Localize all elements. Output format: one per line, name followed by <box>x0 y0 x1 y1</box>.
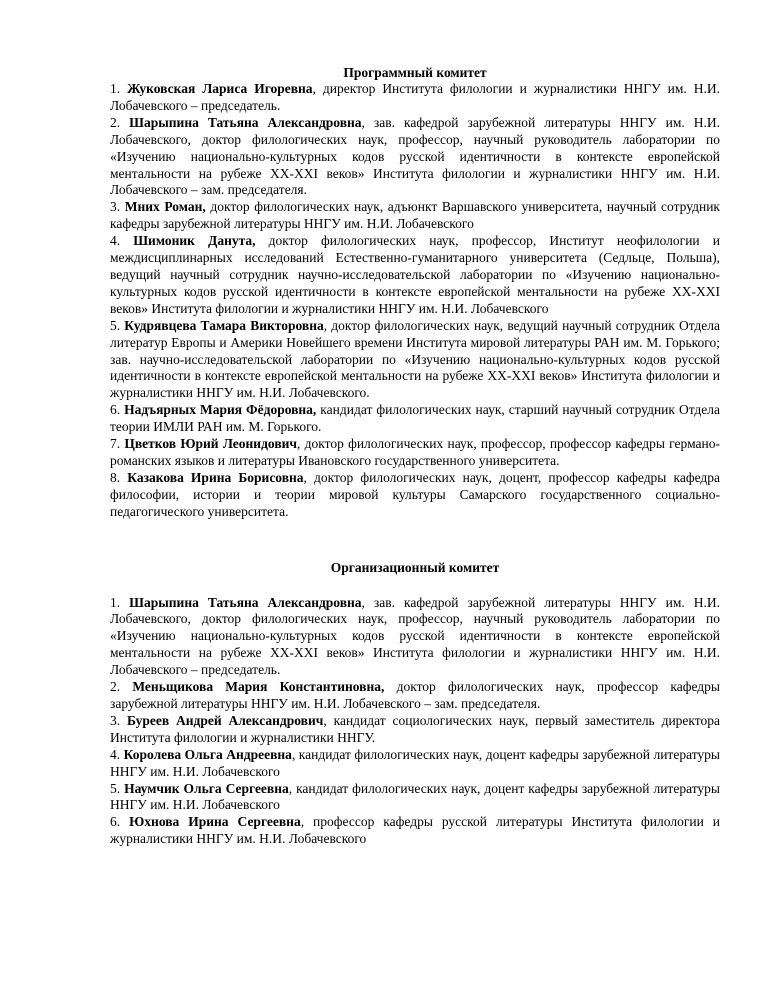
organizing-committee-list <box>110 595 720 849</box>
member-name: Надъярных Мария Фёдоровна, <box>124 402 317 418</box>
member-name: Королева Ольга Андреевна <box>123 746 292 762</box>
committee-member <box>110 81 720 115</box>
organizing-committee-title: Организационный комитет <box>330 559 500 575</box>
committee-member <box>110 747 720 781</box>
organizing-committee-section <box>110 559 720 849</box>
member-number: 1. <box>110 594 121 610</box>
member-name: Шимоник Данута, <box>133 233 256 249</box>
member-number: 1. <box>110 81 121 96</box>
committee-member <box>110 679 720 713</box>
member-number: 6. <box>110 814 121 830</box>
member-name: Мних Роман, <box>124 199 206 215</box>
member-number: 3. <box>110 199 121 215</box>
member-name: Кудрявцева Тамара Викторовна <box>124 317 324 333</box>
member-description: , кандидат филологических наук, доцент кафедры зарубежной литературы ННГУ им. Н.И. Лобачевского <box>110 746 721 779</box>
committee-member <box>110 713 720 747</box>
member-number: 5. <box>110 317 121 333</box>
committee-member <box>110 470 720 521</box>
member-description: , доктор филологических наук, профессор, профессор кафедры германо-романских языков и литературы Ивановского государственного университета. <box>110 436 720 468</box>
document-page <box>110 64 720 848</box>
member-description: доктор филологических наук, профессор, Институт неофилологии и междисциплинарных исследований Естественно-гуманитарного университета (Седльце, Польша), ведущий научный сотрудник научно-исследовательской лаборатории по «Изучению национально-культурных кодов русской идентичности в контексте европейской ментальности на рубеже XX-XXI веков» Института филологии и журналистики ННГУ им. Н.И. Лобачевского <box>110 233 720 316</box>
member-name: Казакова Ирина Борисовна <box>127 469 304 485</box>
committee-member <box>110 595 720 680</box>
member-number: 5. <box>110 780 121 796</box>
member-description: доктор филологических наук, адъюнкт Варшавского университета, научный сотрудник кафедры зарубежной литературы ННГУ им. Н.И. Лобачевского <box>110 199 720 232</box>
member-number: 2. <box>110 679 121 695</box>
member-number: 4. <box>110 233 121 249</box>
member-number: 7. <box>110 436 121 452</box>
member-description: , директор Института филологии и журналистики ННГУ им. Н.И. Лобачевского – председатель. <box>110 81 720 113</box>
member-number: 2. <box>110 114 121 130</box>
member-name: Шарыпина Татьяна Александровна <box>129 114 362 130</box>
member-description: доктор филологических наук, профессор кафедры зарубежной литературы ННГУ им. Н.И. Лобачевского – зам. председателя. <box>110 679 720 711</box>
committee-member <box>110 233 720 318</box>
member-name: Шарыпина Татьяна Александровна <box>129 594 362 610</box>
member-number: 4. <box>110 746 121 762</box>
committee-member <box>110 781 720 815</box>
member-name: Буреев Андрей Александрович <box>127 712 324 728</box>
member-description: , кандидат социологических наук, первый заместитель директора Института филологии и журналистики ННГУ. <box>110 712 721 745</box>
member-description: , доктор филологических наук, доцент, профессор кафедры кафедра философии, истории и теории мировой культуры Самарского государственного социально-педагогического университета. <box>110 469 721 519</box>
program-committee-list <box>110 81 720 521</box>
member-description: , доктор филологических наук, ведущий научный сотрудник Отдела литератур Европы и Америки Новейшего времени Института мировой литературы РАН им. М. Горького; зав. научно-исследовательской лаборатории по «Изучению национально-культурных кодов русской идентичности в контексте европейской ментальности на рубеже XX-XXI веков» Института филологии и журналистики ННГУ им. Н.И. Лобачевского. <box>110 317 721 401</box>
member-name: Меньщикова Мария Константиновна, <box>132 679 385 695</box>
member-name: Цветков Юрий Леонидович <box>124 436 298 452</box>
member-number: 3. <box>110 712 121 728</box>
member-name: Жуковская Лариса Игоревна <box>127 81 313 96</box>
committee-member <box>110 436 720 470</box>
member-description: кандидат филологических наук, старший научный сотрудник Отдела теории ИМЛИ РАН им. М. Горького. <box>110 402 721 435</box>
committee-member <box>110 402 720 436</box>
member-number: 6. <box>110 402 121 418</box>
member-description: , зав. кафедрой зарубежной литературы ННГУ им. Н.И. Лобачевского, доктор филологических наук, профессор, научный руководитель лаборатории по «Изучению национально-культурных кодов русской идентичности в контексте европейской ментальности на рубеже XX-XXI веков» Института филологии и журналистики ННГУ им. Н.И. Лобачевского – председатель. <box>110 594 720 678</box>
committee-member <box>110 199 720 233</box>
committee-member <box>110 318 720 403</box>
program-committee-section <box>110 64 720 521</box>
committee-member <box>110 814 720 848</box>
member-number: 8. <box>110 469 121 485</box>
program-committee-title: Программный комитет <box>343 65 487 80</box>
committee-member <box>110 115 720 200</box>
member-description: , зав. кафедрой зарубежной литературы ННГУ им. Н.И. Лобачевского, доктор филологических наук, профессор, научный руководитель лаборатории по «Изучению национально-культурных кодов русской идентичности в контексте европейской ментальности на рубеже XX-XXI веков» Института филологии и журналистики ННГУ им. Н.И. Лобачевского – зам. председателя. <box>110 114 720 198</box>
member-description: , кандидат филологических наук, доцент кафедры зарубежной литературы ННГУ им. Н.И. Лобачевского <box>110 780 720 813</box>
member-description: , профессор кафедры русской литературы Института филологии и журналистики ННГУ им. Н.И. Лобачевского <box>110 814 721 847</box>
member-name: Юхнова Ирина Сергеевна <box>129 814 301 830</box>
member-name: Наумчик Ольга Сергеевна <box>124 780 289 796</box>
